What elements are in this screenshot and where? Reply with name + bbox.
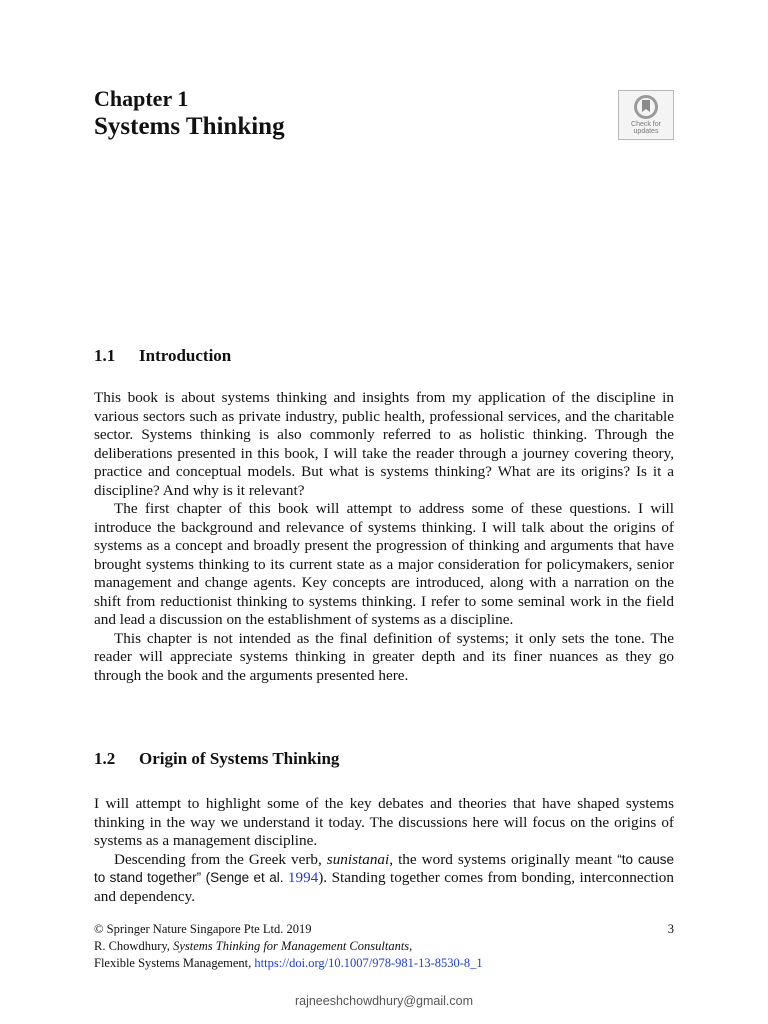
chapter-label: Chapter 1 <box>94 86 189 111</box>
chapter-title: Systems Thinking <box>94 113 285 140</box>
footer <box>94 921 674 972</box>
section-title: Introduction <box>139 346 232 365</box>
greek-term: sunistanai <box>326 850 390 868</box>
bookmark-icon <box>633 94 659 120</box>
text-run: Descending from the Greek verb, <box>114 850 327 868</box>
paragraph <box>94 851 674 907</box>
page-number: 3 <box>667 922 674 936</box>
section-title: Origin of Systems Thinking <box>139 749 340 768</box>
paragraph: I will attempt to highlight some of the key debates and theories that have shaped systems thinking in the way we understand it today. The discussions here will focus on the origins of systems as a management discipline. <box>94 795 674 849</box>
book-title: Systems Thinking for Management Consultants <box>173 939 410 953</box>
badge-text: Check for updates <box>631 121 661 135</box>
section-number: 1.1 <box>94 346 116 365</box>
check-for-updates-badge[interactable] <box>618 90 674 140</box>
text-run: ). Standing together comes from bonding, interconnection and dependency. <box>94 869 674 905</box>
paragraph: This chapter is not intended as the final definition of systems; it only sets the tone. The reader will appreciate systems thinking in greater depth and its finer nuances as they go through the book and the arguments presented here. <box>94 629 674 684</box>
paragraph: This book is about systems thinking and insights from my application of the discipline in various sectors such as private industry, public health, professional services, and the charitable sector. Systems thinking is also commonly referred to as holistic thinking. Through the deliberations presented in this book, I will take the reader through a journey covering theory, practice and conceptual models. But what is systems thinking? What are its origins? Is it a discipline? And why is it relevant? <box>94 389 674 499</box>
introduction-body <box>94 389 674 685</box>
section-number: 1.2 <box>94 749 116 768</box>
doi-link[interactable]: https://doi.org/10.1007/978-981-13-8530-8_1 <box>254 956 483 970</box>
origin-body <box>94 795 674 906</box>
quoted-phrase: “to cause to stand together” <box>94 851 675 885</box>
author: R. Chowdhury, <box>94 939 174 953</box>
copyright: © Springer Nature Singapore Pte Ltd. 2019 <box>94 922 312 936</box>
paragraph: The first chapter of this book will attempt to address some of these questions. I will introduce the background and relevance of systems thinking. I will talk about the origins of systems as a concept and broadly present the progression of thinking and arguments that have brought systems thinking to its current state as a major consideration for policymakers, senior management and change agents. Key concepts are introduced, along with a narration on the shift from reductionist thinking to systems thinking. I refer to some seminal work in the field and lead a discussion on the establishment of systems as a discipline. <box>94 500 674 628</box>
text-run: , the word systems originally meant <box>389 850 618 868</box>
watermark: rajneeshchowdhury@gmail.com <box>294 994 474 1008</box>
citation-author: (Senge et al. <box>201 870 288 885</box>
section-heading-introduction <box>94 345 231 367</box>
series: Flexible Systems Management, <box>94 956 255 970</box>
citation-link[interactable]: 1994 <box>287 869 319 886</box>
section-heading-origin <box>94 748 339 770</box>
book-title-suffix: , <box>409 939 413 953</box>
